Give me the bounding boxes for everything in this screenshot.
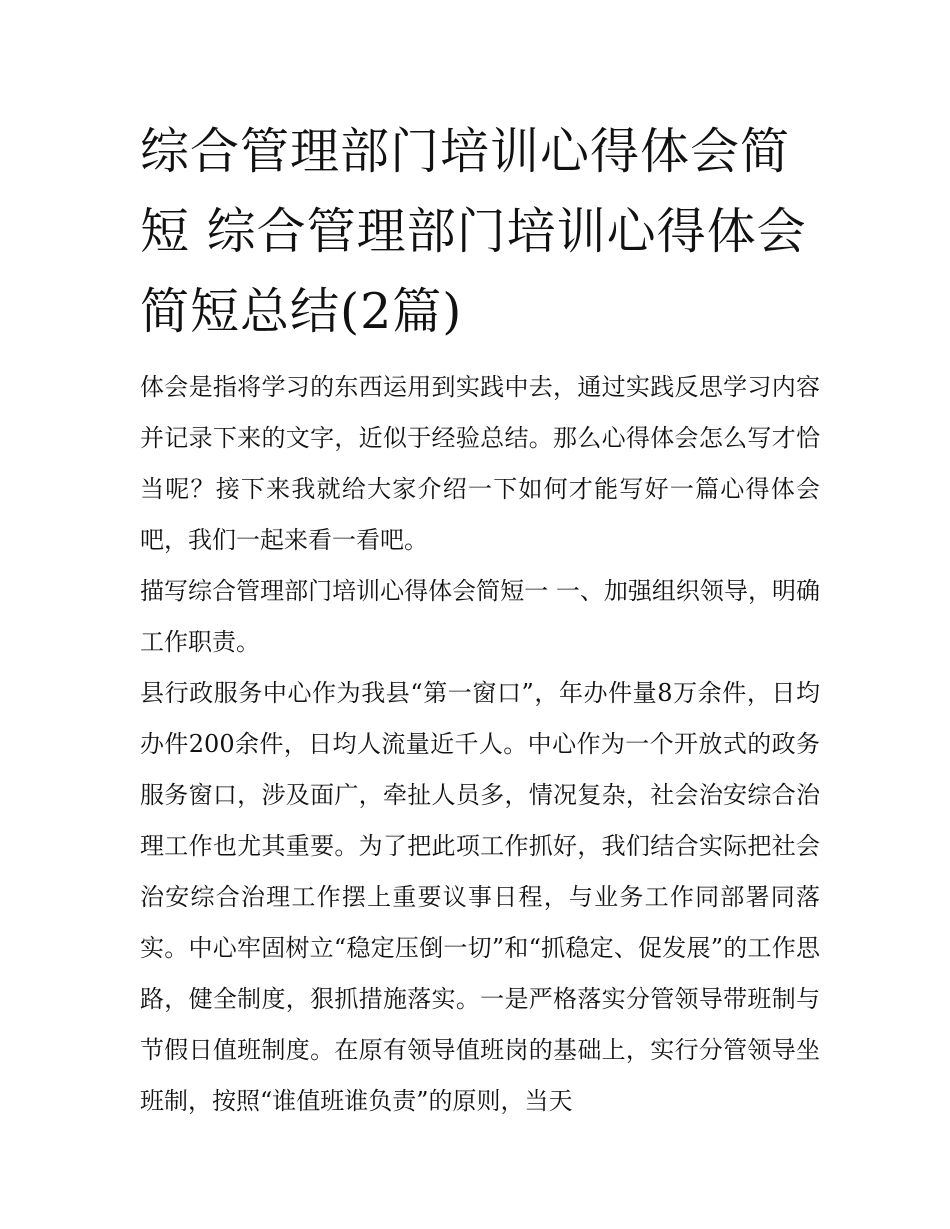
document-page <box>140 112 820 1127</box>
intro-paragraph: 体会是指将学习的东西运用到实践中去，通过实践反思学习内容并记录下来的文字，近似于经验总结。那么心得体会怎么写才恰当呢？接下来我就给大家介绍一下如何才能写好一篇心得体会吧，我们一起来看一看吧。 <box>140 373 820 554</box>
document-body <box>140 362 820 1127</box>
body-paragraph: 县行政服务中心作为我县“第一窗口”，年办件量8万余件，日均办件200余件，日均人流量近千人。中心作为一个开放式的政务服务窗口，涉及面广，牵扯人员多，情况复杂，社会治安综合治理工作也尤其重要。为了把此项工作抓好，我们结合实际把社会治安综合治理工作摆上重要议事日程，与业务工作同部署同落实。中心牢固树立“稳定压倒一切”和“抓稳定、促发展”的工作思路，健全制度，狠抓措施落实。一是严格落实分管领导带班制与节假日值班制度。在原有领导值班岗的基础上，实行分管领导坐班制，按照“谁值班谁负责”的原则，当天 <box>140 679 820 1115</box>
document-title: 综合管理部门培训心得体会简短 综合管理部门培训心得体会简短总结(2篇) <box>140 123 807 340</box>
section-heading-paragraph: 描写综合管理部门培训心得体会简短一 一、加强组织领导，明确工作职责。 <box>140 577 820 656</box>
